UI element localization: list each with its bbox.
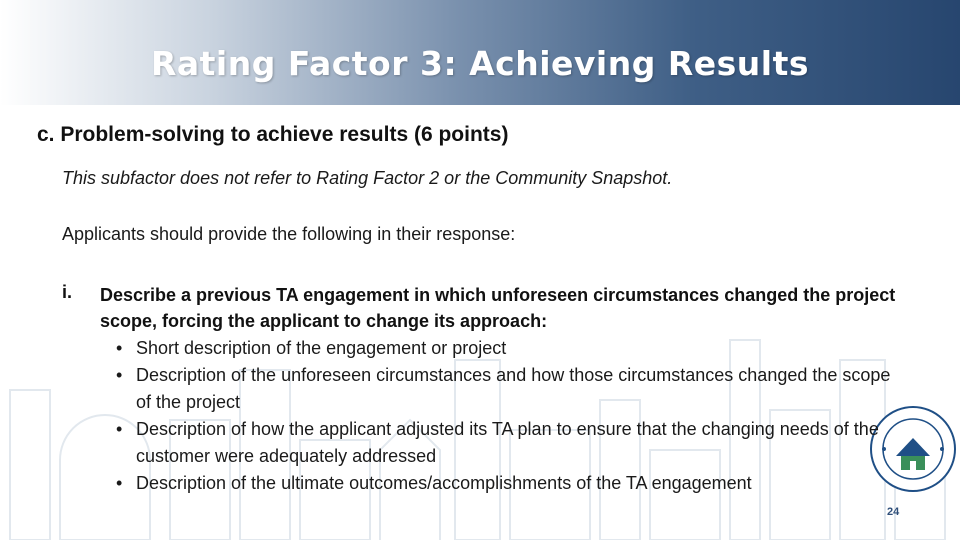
bullet-icon: • bbox=[116, 419, 123, 439]
bullet-icon: • bbox=[116, 365, 123, 385]
page-number: 24 bbox=[887, 506, 900, 518]
bullet-icon: • bbox=[116, 473, 123, 493]
section-heading: c. Problem-solving to achieve results (6 points) bbox=[37, 123, 509, 146]
list-item bbox=[116, 335, 896, 362]
list-item bbox=[116, 362, 896, 416]
list-item bbox=[116, 470, 896, 497]
bullet-icon: • bbox=[116, 338, 123, 358]
list-item bbox=[116, 416, 896, 470]
item-marker: i. bbox=[62, 282, 73, 302]
list-item-text: Description of the unforeseen circumstances and how those circumstances changed the scope of the project bbox=[136, 365, 891, 412]
slide-title: Rating Factor 3: Achieving Results bbox=[150, 44, 810, 83]
requirement-list bbox=[116, 335, 896, 497]
list-item-text: Short description of the engagement or project bbox=[136, 338, 507, 358]
list-item-text: Description of the ultimate outcomes/accomplishments of the TA engagement bbox=[136, 473, 752, 493]
item-text: Describe a previous TA engagement in which unforeseen circumstances changed the project scope, forcing the applicant to change its approach: bbox=[100, 285, 896, 331]
scope-note: This subfactor does not refer to Rating Factor 2 or the Community Snapshot. bbox=[62, 168, 673, 188]
intro-text: Applicants should provide the following in their response: bbox=[62, 224, 516, 244]
list-item-text: Description of how the applicant adjusted its TA plan to ensure that the changing needs of the customer were adequately addressed bbox=[136, 419, 879, 466]
